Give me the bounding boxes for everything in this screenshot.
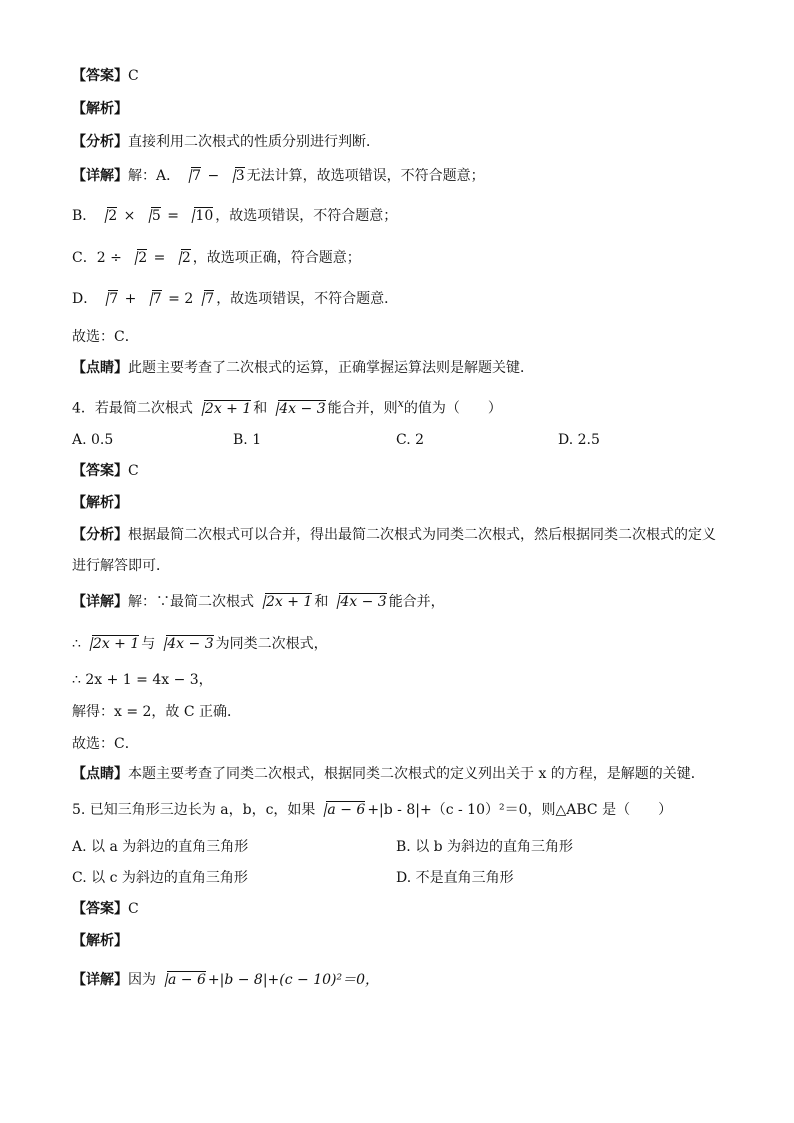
q5-option-d: D. 不是直角三角形 — [396, 870, 514, 886]
q4-stem-suffix-b: 的值为（ ） — [403, 400, 502, 417]
with-word: 与 — [141, 636, 156, 652]
option-b-text: ，故选项错误，不符合题意； — [215, 208, 398, 224]
sqrt-7: 7 — [143, 289, 162, 309]
xiangjie-prefix: 解：A． — [128, 168, 181, 184]
q5-option-c: C. 以 c 为斜边的直角三角形 — [72, 870, 248, 886]
fenxi-text: 根据最简二次根式可以合并，得出最简二次根式为同类二次根式，然后根据同类二次根式的定义 — [128, 527, 716, 543]
q3-fenxi-line — [72, 132, 380, 152]
dianjing-tag: 【点睛】 — [72, 360, 128, 376]
option-a-text: 无法计算，故选项错误，不符合题意； — [246, 168, 485, 184]
q4-fenxi-line1 — [72, 525, 716, 545]
analysis-tag: 【解析】 — [72, 101, 128, 117]
sqrt-10: 10 — [185, 206, 213, 226]
q4-similar-line — [72, 634, 328, 654]
sqrt-4x-minus-3: 4x − 3 — [269, 399, 325, 419]
q4-xiangjie-line — [72, 592, 445, 612]
q4-equation-line: ∴ 2x + 1 = 4x − 3， — [72, 672, 213, 688]
option-d-prefix: D． — [72, 291, 98, 307]
analysis-tag: 【解析】 — [72, 495, 128, 511]
option-c-prefix: C． — [72, 250, 97, 266]
q5-stem-prefix: 5. 已知三角形三边长为 a，b，c，如果 — [72, 802, 316, 818]
xiangjie-tag: 【详解】 — [72, 168, 128, 184]
dianjing-text: 本题主要考查了同类二次根式，根据同类二次根式的定义列出关于 x 的方程，是解题的关键． — [128, 766, 705, 782]
xiangjie-tag: 【详解】 — [72, 594, 128, 610]
and-word: 和 — [314, 594, 329, 610]
xiangjie-suffix: 能合并， — [388, 594, 445, 610]
answer-tag: 【答案】 — [72, 68, 128, 84]
q4-answer-line — [72, 461, 139, 481]
q5-option-b: B. 以 b 为斜边的直角三角形 — [396, 839, 574, 855]
q3-xiangjie-line — [72, 166, 485, 186]
minus-sign: − — [203, 168, 224, 184]
times-sign: × — [119, 208, 140, 224]
variable-x: x — [397, 397, 404, 410]
xiangjie-suffix: +|b − 8|+(c − 10)²＝0， — [207, 972, 380, 988]
plus-sign: + — [120, 291, 141, 307]
sqrt-a-minus-6: a − 6 — [317, 800, 365, 820]
sqrt-4x-minus-3: 4x − 3 — [157, 634, 213, 654]
dianjing-text: 此题主要考查了二次根式的运算，正确掌握运算法则是解题关键． — [128, 360, 534, 376]
sqrt-3: 3 — [226, 166, 245, 186]
q4-solve-line: 解得：x = 2，故 C 正确． — [72, 704, 242, 720]
q4-option-b: B. 1 — [233, 432, 262, 448]
option-c-text: ，故选项正确，符合题意； — [192, 250, 361, 266]
q5-stem-suffix: +|b - 8|+（c - 10）²＝0，则△ABC 是（ ） — [367, 802, 673, 818]
q3-answer-line — [72, 66, 139, 86]
answer-tag: 【答案】 — [72, 901, 128, 917]
equals-sign: = — [149, 250, 170, 266]
sqrt-2-result: 2 — [172, 248, 191, 268]
q3-d-line — [72, 289, 398, 309]
q5-answer-line — [72, 899, 139, 919]
similar-text: 为同类二次根式， — [215, 636, 328, 652]
q3-analysis-line — [72, 99, 128, 119]
q4-analysis-line — [72, 493, 128, 513]
sqrt-2x-plus-1: 2x + 1 — [83, 634, 139, 654]
q4-stem-prefix: 4．若最简二次根式 — [72, 400, 193, 417]
option-b-prefix: B． — [72, 208, 97, 224]
q3-dianjing-line — [72, 358, 534, 378]
q4-option-c: C. 2 — [396, 432, 425, 448]
fenxi-tag: 【分析】 — [72, 134, 128, 150]
sqrt-4x-minus-3: 4x − 3 — [330, 592, 386, 612]
answer-tag: 【答案】 — [72, 463, 128, 479]
q4-option-a: A. 0.5 — [72, 432, 114, 448]
equals-sign: = — [162, 208, 184, 224]
q5-xiangjie-line — [72, 970, 379, 990]
q4-choose-line: 故选：C． — [72, 736, 139, 752]
q4-dianjing-line — [72, 764, 705, 784]
sqrt-2x-plus-1: 2x + 1 — [195, 399, 251, 419]
sqrt-5: 5 — [142, 206, 161, 226]
sqrt-7: 7 — [195, 289, 214, 309]
fenxi-text: 直接利用二次根式的性质分别进行判断． — [128, 134, 380, 150]
xiangjie-prefix: 解：∵最简二次根式 — [128, 594, 254, 610]
q4-fenxi-line2: 进行解答即可． — [72, 558, 170, 574]
q5-analysis-line — [72, 931, 128, 951]
sqrt-7: 7 — [99, 289, 118, 309]
q3-b-line — [72, 206, 397, 226]
option-d-text: ，故选项错误，不符合题意． — [216, 291, 399, 307]
equals-two: = 2 — [163, 291, 194, 307]
q5-stem — [72, 800, 672, 820]
analysis-tag: 【解析】 — [72, 933, 128, 949]
sqrt-a-minus-6: a − 6 — [158, 970, 206, 990]
q3-choose-line: 故选：C． — [72, 329, 139, 345]
two-divide: 2 ÷ — [96, 250, 127, 266]
therefore-sign: ∴ — [72, 636, 81, 652]
sqrt-2x-plus-1: 2x + 1 — [256, 592, 312, 612]
answer-value: C — [128, 901, 139, 917]
q3-c-line — [72, 248, 361, 268]
q4-stem — [72, 394, 502, 419]
answer-value: C — [128, 463, 139, 479]
sqrt-7: 7 — [182, 166, 201, 186]
and-word: 和 — [253, 400, 268, 417]
fenxi-tag: 【分析】 — [72, 527, 128, 543]
sqrt-2: 2 — [98, 206, 117, 226]
sqrt-2: 2 — [128, 248, 147, 268]
dianjing-tag: 【点睛】 — [72, 766, 128, 782]
answer-value: C — [128, 68, 139, 84]
q4-stem-suffix-a: 能合并，则 — [327, 400, 398, 417]
xiangjie-tag: 【详解】 — [72, 972, 128, 988]
q5-option-a: A. 以 a 为斜边的直角三角形 — [72, 839, 249, 855]
xiangjie-prefix: 因为 — [128, 972, 156, 988]
q4-option-d: D. 2.5 — [558, 432, 600, 448]
